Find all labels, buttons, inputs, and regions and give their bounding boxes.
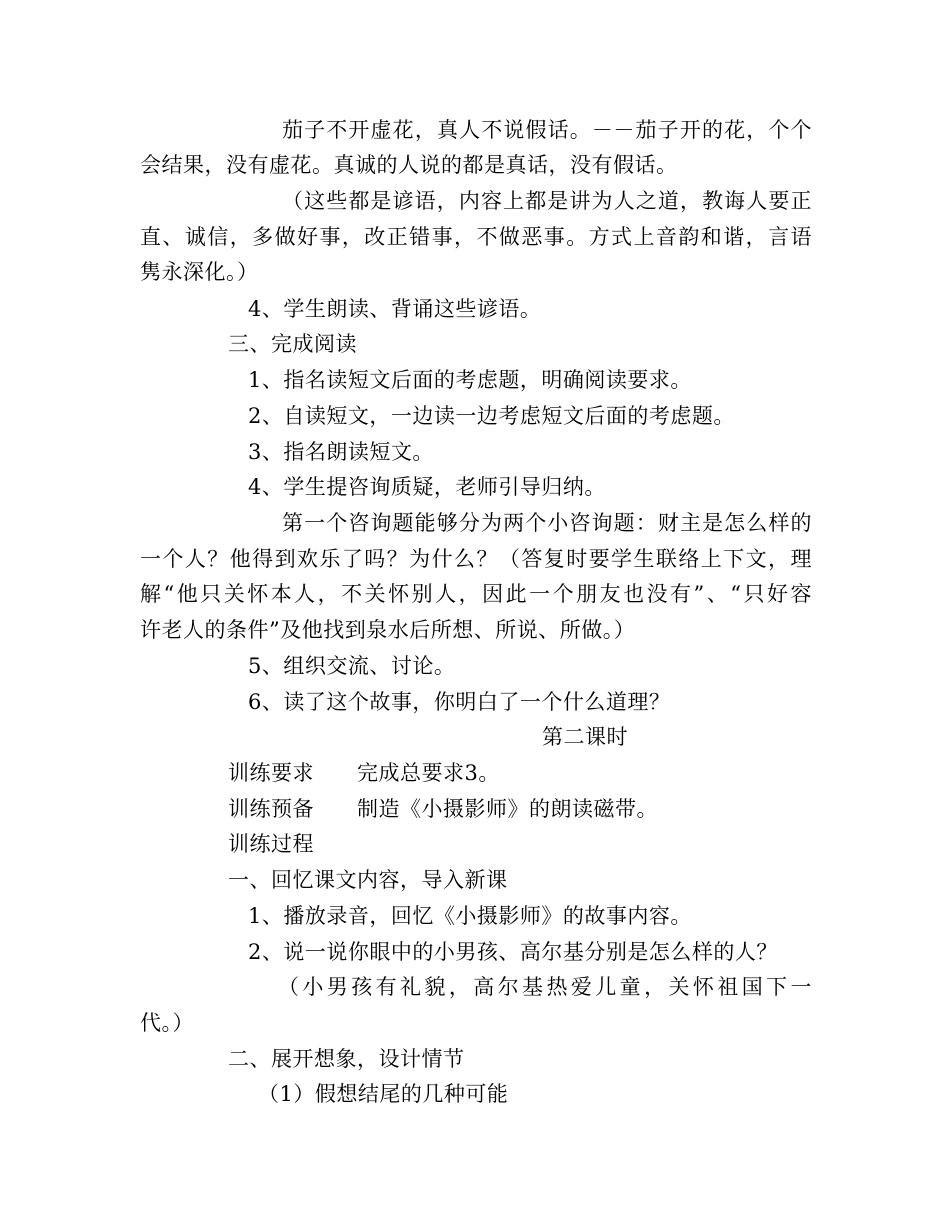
- text-line: 会结果，没有虚花。真诚的人说的都是真话，没有假话。: [140, 153, 678, 177]
- text-line: 茄子不开虚花，真人不说假话。－－茄子开的花，个个: [282, 118, 812, 142]
- text-line: 一个人？他得到欢乐了吗？为什么？（答复时要学生联络上下文，理: [140, 547, 812, 571]
- text-line: 2、自读短文，一边读一边考虑短文后面的考虑题。: [248, 404, 735, 428]
- text-line: 6、读了这个故事，你明白了一个什么道理？: [248, 690, 671, 714]
- text-line: （1）假想结尾的几种可能: [258, 1082, 509, 1106]
- text-line: 直、诚信，多做好事，改正错事，不做恶事。方式上音韵和谐，言语: [140, 225, 812, 249]
- text-line: （这些都是谚语，内容上都是讲为人之道，教诲人要正: [282, 189, 812, 213]
- text-line: 3、指名朗读短文。: [248, 440, 434, 464]
- text-line: 隽永深化。）: [140, 260, 259, 284]
- lesson-title: 第二课时: [542, 725, 628, 749]
- section-heading: 二、展开想象，设计情节: [228, 1047, 465, 1071]
- field-value: 制造《小摄影师》的朗读磁带。: [357, 797, 658, 821]
- text-line: 4、学生提咨询质疑，老师引导归纳。: [248, 475, 606, 499]
- text-line: 解“他只关怀本人，不关怀别人，因此一个朋友也没有”、“只好容: [140, 582, 812, 606]
- field-label: 训练过程: [228, 832, 314, 856]
- field-label: 训练预备: [228, 797, 314, 821]
- field-value: 完成总要求3。: [357, 761, 500, 785]
- text-line: 2、说一说你眼中的小男孩、高尔基分别是怎么样的人？: [248, 940, 778, 964]
- section-heading: 三、完成阅读: [228, 332, 357, 356]
- text-line: 1、播放录音，回忆《小摄影师》的故事内容。: [248, 904, 692, 928]
- text-line: 5、组织交流、讨论。: [248, 654, 456, 678]
- text-line: 代。）: [140, 1011, 194, 1035]
- text-line: 4、学生朗读、背诵这些谚语。: [248, 297, 542, 321]
- text-line: 许老人的条件”及他找到泉水后所想、所说、所做。）: [140, 618, 636, 642]
- text-line: 1、指名读短文后面的考虑题，明确阅读要求。: [248, 368, 692, 392]
- section-heading: 一、回忆课文内容，导入新课: [228, 868, 508, 892]
- field-label: 训练要求: [228, 761, 314, 785]
- text-line: 第一个咨询题能够分为两个小咨询题：财主是怎么样的: [282, 511, 812, 535]
- text-line: （小男孩有礼貌，高尔基热爱儿童，关怀祖国下一: [278, 975, 812, 999]
